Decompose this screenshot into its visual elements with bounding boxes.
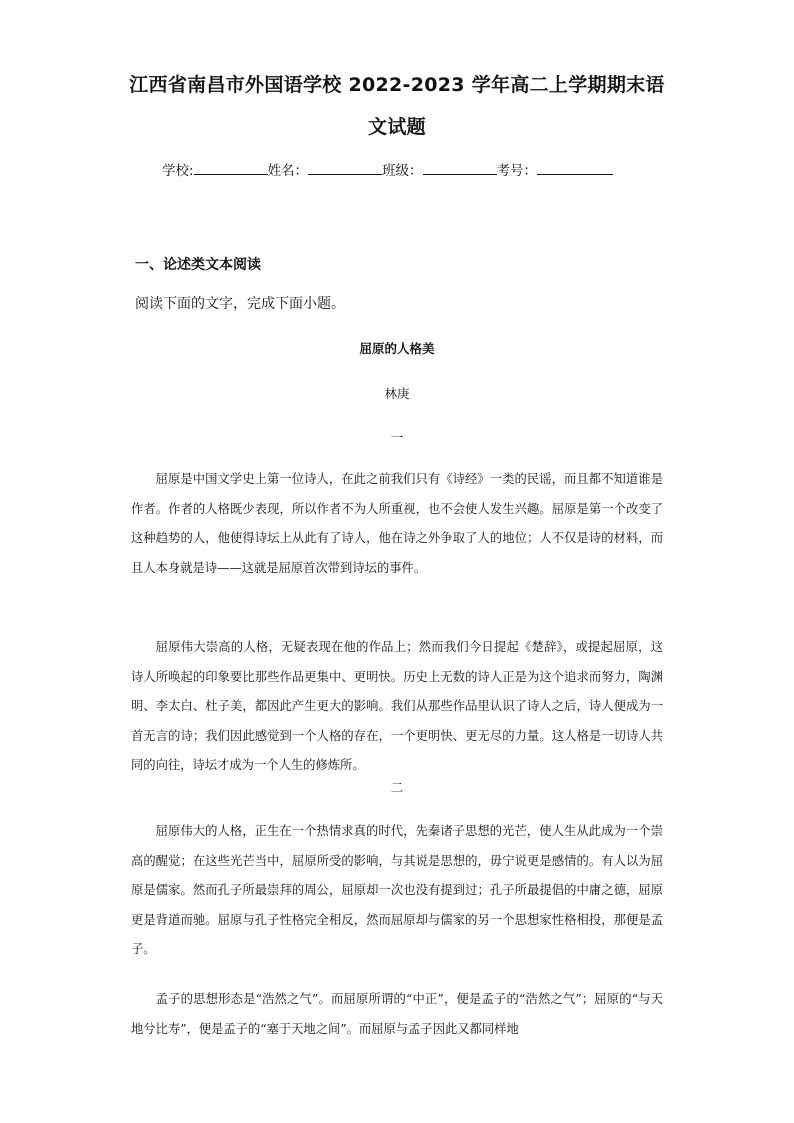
school-label: 学校: (162, 163, 194, 179)
class-blank[interactable] (423, 160, 497, 175)
class-label: 班级： (382, 163, 423, 179)
name-field (268, 159, 383, 179)
number-field (497, 159, 614, 179)
student-info-fields (162, 159, 613, 179)
school-blank[interactable] (194, 160, 268, 175)
number-label: 考号： (496, 163, 538, 179)
document-title-line-1: 江西省南昌市外国语学校 2022-2023 学年高二上学期期末语 (129, 74, 665, 96)
section-heading: 一、论述类文本阅读 (135, 257, 261, 273)
name-blank[interactable] (308, 160, 382, 175)
name-label: 姓名： (267, 163, 309, 179)
school-field (162, 159, 268, 179)
paragraph-4: 孟子的思想形态是“浩然之气”。而屈原所谓的“中正”，便是孟子的“浩然之气”；屈原的“与天地兮比寿”，便是孟子的“塞于天地之间”。而屈原与孟子因此又都同样地 (131, 992, 663, 1036)
paragraph-1: 屈原是中国文学史上第一位诗人，在此之前我们只有《诗经》一类的民谣，而且都不知道谁是作者。作者的人格既少表现，所以作者不为人所重视，也不会使人发生兴趣。屈原是第一个改变了这种趋势的人，他使得诗坛上从此有了诗人，他在诗之外争取了人的地位；人不仅是诗的材料，而且人本身就是诗——这就是屈原首次带到诗坛的事件。 (131, 472, 663, 575)
section-instruction: 阅读下面的文字，完成下面小题。 (135, 296, 345, 312)
number-blank[interactable] (537, 160, 613, 175)
class-field (382, 159, 497, 179)
paragraph-3: 屈原伟大的人格，正生在一个热情求真的时代，先秦诸子思想的光芒，使人生从此成为一个崇高的醒觉；在这些光芒当中，屈原所受的影响，与其说是思想的，毋宁说更是感情的。有人以为屈原是儒家。然而孔子所最崇拜的周公，屈原却一次也没有提到过；孔子所最提倡的中庸之德，屈原更是背道而驰。屈原与孔子性格完全相反，然而屈原却与儒家的另一个思想家性格相投，那便是孟子。 (131, 824, 663, 956)
paragraph-2: 屈原伟大崇高的人格，无疑表现在他的作品上；然而我们今日提起《楚辞》，或提起屈原，这诗人所唤起的印象要比那些作品更集中、更明快。历史上无数的诗人正是为这个追求而努力，陶渊明、李太白、杜子美，都因此产生更大的影响。我们从那些作品里认识了诗人之后，诗人便成为一首无言的诗；我们因此感觉到一个人格的存在，一个更明快、更无尽的力量。这人格是一切诗人共同的向往，诗坛才成为一个人生的修炼所。 (131, 640, 663, 772)
article-author: 林庚 (384, 386, 410, 401)
part-number-2: 二 (390, 780, 404, 795)
article-title: 屈原的人格美 (359, 341, 435, 356)
part-number-1: 一 (390, 430, 404, 445)
document-title-line-2: 文试题 (368, 116, 426, 138)
